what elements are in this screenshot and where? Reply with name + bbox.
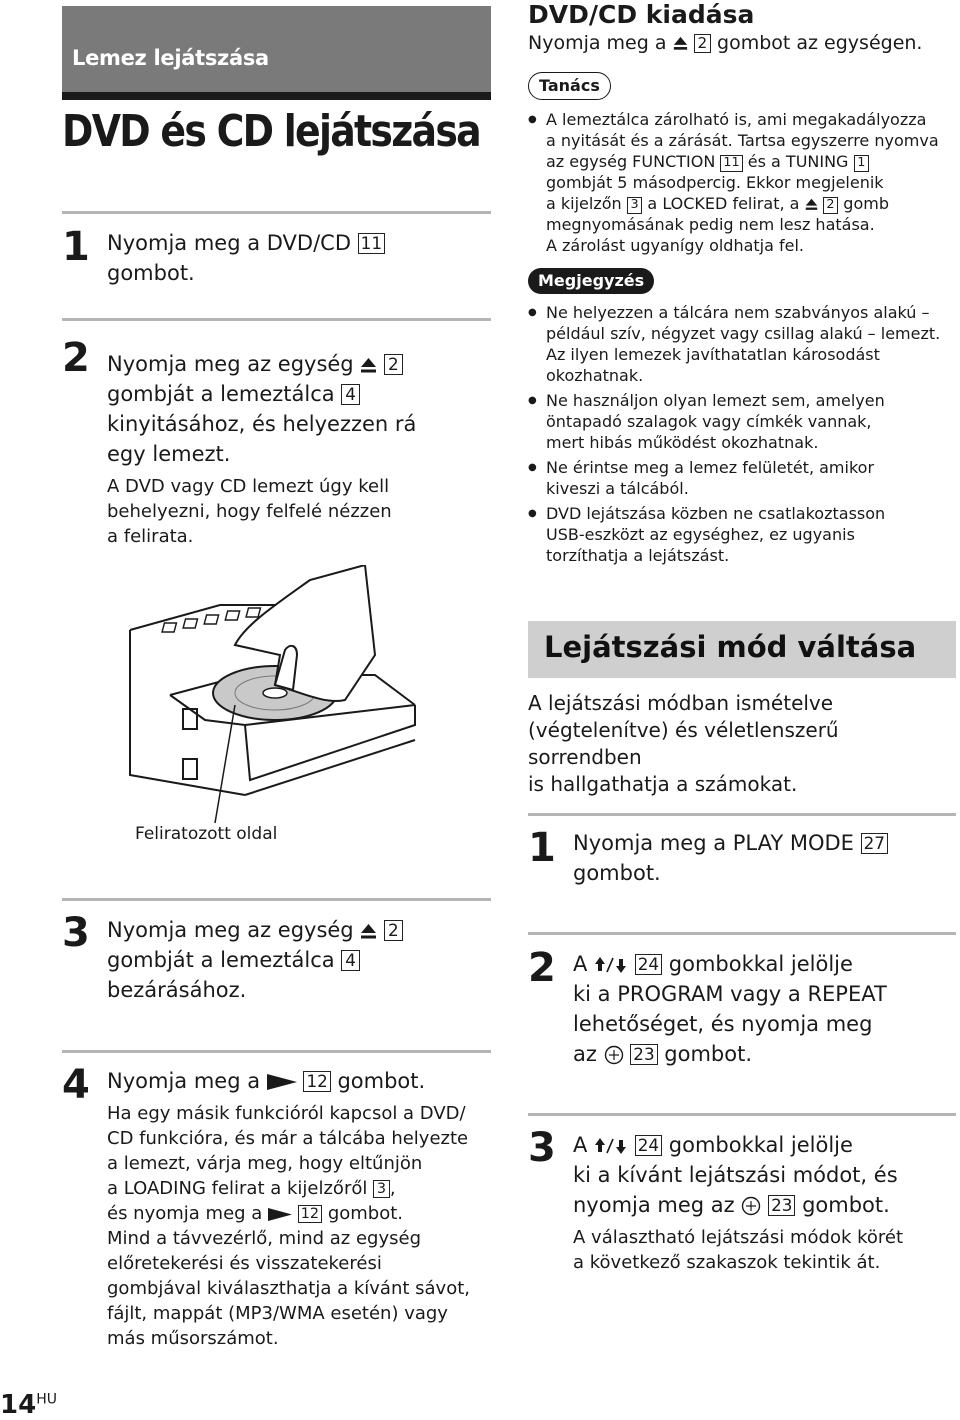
step-text: az	[573, 1042, 604, 1066]
eject-icon	[673, 36, 688, 51]
divider	[528, 932, 956, 935]
playmode-step-3	[573, 1130, 958, 1220]
eject-instruction	[528, 32, 922, 54]
step-3-text	[107, 915, 491, 1005]
sub-line: fájlt, mappát (MP3/WMA esetén) vagy	[107, 1303, 448, 1324]
tip-line: gomb	[838, 194, 889, 213]
section-title: Lejátszási mód váltása	[544, 630, 917, 664]
up-down-arrows-icon	[594, 956, 628, 974]
step-text: gombját a lemeztálca	[107, 382, 342, 406]
note-line: torzíthatja a lejátszást.	[546, 546, 730, 565]
note-line: kiveszi a tálcából.	[546, 479, 689, 498]
step-text: kinyitásához, és helyezzen rá	[107, 412, 417, 436]
list-item	[528, 457, 958, 499]
tip-list	[528, 109, 958, 256]
step-4-subtext	[107, 1101, 491, 1351]
note-badge: Megjegyzés	[528, 268, 654, 294]
sub-line: CD funkcióra, és már a tálcába helyezte	[107, 1128, 469, 1149]
divider	[528, 1113, 956, 1116]
key-label: 2	[823, 197, 839, 214]
play-icon	[267, 1074, 297, 1090]
key-label: 3	[627, 197, 643, 214]
step-text: gombokkal jelölje	[662, 1133, 853, 1157]
step-text: bezárásához.	[107, 978, 247, 1002]
note-line: ● Ne helyezzen a tálcára nem szabványos alakú –	[546, 303, 930, 322]
step-text: gombot.	[657, 1042, 753, 1066]
step-4-text	[107, 1066, 491, 1096]
sub-line: előretekerési és visszatekerési	[107, 1253, 382, 1274]
section-title: DVD/CD kiadása	[528, 0, 755, 29]
step-number: 1	[62, 224, 89, 270]
key-label: 1	[854, 155, 870, 172]
step-text: lehetőséget, és nyomja meg	[573, 1012, 873, 1036]
sub-line: Mind a távvezérlő, mind az egység	[107, 1228, 422, 1249]
step-text: egy lemezt.	[107, 442, 231, 466]
intro-line: A lejátszási módban ismételve	[528, 691, 834, 715]
playmode-step-2	[573, 949, 958, 1069]
step-2-subtext	[107, 474, 491, 549]
note-line: például szív, négyzet vagy csillag alakú – lemezt.	[546, 324, 941, 343]
step-number: 4	[62, 1062, 89, 1108]
eject-icon	[360, 357, 377, 374]
key-label: 4	[341, 950, 360, 971]
sub-line: a LOADING felirat a kijelzőről	[107, 1178, 374, 1199]
sub-line: más műsorszámot.	[107, 1328, 279, 1349]
step-text: gombot.	[107, 261, 195, 285]
step-text: nyomja meg az	[573, 1193, 742, 1217]
step-text: Nyomja meg az egység	[107, 918, 361, 942]
enter-icon	[604, 1045, 624, 1065]
play-icon	[268, 1208, 292, 1221]
step-text: gombját a lemeztálca	[107, 948, 342, 972]
key-label: 11	[720, 155, 742, 172]
step-text: A	[573, 952, 595, 976]
tip-line: A zárolást ugyanígy oldhatja fel.	[546, 236, 805, 255]
note-line: mert hibás működést okozhatnak.	[546, 433, 819, 452]
section-header-bar	[62, 92, 491, 100]
eject-icon	[360, 923, 377, 940]
key-label: 27	[861, 833, 888, 854]
step-text: gombot.	[330, 1069, 426, 1093]
disc-insertion-illustration	[125, 565, 425, 825]
step-number: 2	[62, 335, 89, 381]
tip-line: gombját 5 másodpercig. Ekkor megjelenik	[546, 173, 884, 192]
list-item	[528, 302, 958, 386]
page-title: DVD és CD lejátszása	[62, 106, 480, 157]
step-text: ki a kívánt lejátszási módot, és	[573, 1163, 898, 1187]
key-label: 3	[373, 1180, 390, 1198]
sub-line: A DVD vagy CD lemezt úgy kell	[107, 476, 390, 497]
step-text: gombokkal jelölje	[662, 952, 853, 976]
sub-line: a lemezt, várja meg, hogy eltűnjön	[107, 1153, 423, 1174]
intro-line: (végtelenítve) és véletlenszerű sorrendben	[528, 718, 839, 769]
tip-line: a nyitását és a zárását. Tartsa egyszerre nyomva	[546, 131, 939, 150]
page-language: HU	[36, 1391, 57, 1408]
step-text: Nyomja meg a DVD/CD	[107, 231, 358, 255]
playmode-step-1	[573, 828, 958, 888]
list-item	[528, 503, 958, 566]
intro-line: is hallgathatja a számokat.	[528, 772, 798, 796]
sub-line: gombjával kiválaszthatja a kívánt sávot,	[107, 1278, 471, 1299]
divider	[62, 211, 491, 214]
step-number: 1	[528, 825, 555, 871]
divider	[62, 898, 491, 901]
note-line: öntapadó szalagok vagy címkék vannak,	[546, 412, 872, 431]
tip-badge: Tanács	[528, 72, 611, 100]
key-label: 2	[384, 354, 403, 375]
instruction-text: gombot az egységen.	[710, 32, 923, 54]
step-2-text	[107, 349, 491, 469]
tip-line: a kijelzőn	[546, 194, 627, 213]
key-label: 12	[298, 1205, 322, 1223]
note-line: ● Ne használjon olyan lemezt sem, amelyen	[546, 391, 885, 410]
sub-line: a felirata.	[107, 526, 194, 547]
sub-line: ,	[389, 1178, 396, 1199]
sub-line: A választható lejátszási módok körét	[573, 1227, 904, 1248]
illustration-caption: Feliratozott oldal	[135, 824, 278, 844]
tip-line: az egység FUNCTION	[546, 152, 721, 171]
key-label: 23	[630, 1044, 657, 1065]
step-text: Nyomja meg a	[107, 1069, 267, 1093]
key-label: 23	[768, 1195, 795, 1216]
page-number	[0, 1390, 57, 1420]
sub-line: a következő szakaszok tekintik át.	[573, 1252, 881, 1273]
step-text: gombot.	[573, 861, 661, 885]
key-label: 2	[384, 920, 403, 941]
step-text: Nyomja meg a PLAY MODE	[573, 831, 861, 855]
eject-icon	[805, 198, 818, 211]
instruction-text: Nyomja meg a	[528, 32, 673, 54]
key-label: 4	[341, 384, 360, 405]
key-label: 2	[694, 34, 711, 53]
note-line: USB-eszközt az egységhez, ez ugyanis	[546, 525, 855, 544]
divider	[62, 318, 491, 321]
step-text: Nyomja meg az egység	[107, 352, 361, 376]
step-number: 2	[528, 945, 555, 991]
note-line: ● Ne érintse meg a lemez felületét, amikor	[546, 458, 875, 477]
key-label: 24	[635, 1135, 662, 1156]
step-number: 3	[62, 910, 89, 956]
note-line: ● DVD lejátszása közben ne csatlakoztasson	[546, 504, 886, 523]
divider	[528, 813, 956, 816]
tip-line: a LOCKED felirat, a	[642, 194, 805, 213]
step-number: 3	[528, 1125, 555, 1171]
tip-line: megnyomásának pedig nem lesz hatása.	[546, 215, 875, 234]
note-line: Az ilyen lemezek javíthatatlan károsodást	[546, 345, 880, 364]
sub-line: és nyomja meg a	[107, 1203, 269, 1224]
playmode-step-3-subtext	[573, 1225, 958, 1275]
list-item	[528, 109, 958, 256]
tip-line: ● A lemeztálca zárolható is, ami megakadályozza	[546, 110, 927, 129]
key-label: 24	[635, 954, 662, 975]
note-list	[528, 302, 958, 566]
page-number-value: 14	[0, 1390, 37, 1420]
sub-line: gombot.	[322, 1203, 404, 1224]
sub-line: Ha egy másik funkcióról kapcsol a DVD/	[107, 1103, 466, 1124]
sub-line: behelyezni, hogy felfelé nézzen	[107, 501, 392, 522]
enter-icon	[741, 1196, 761, 1216]
key-label: 12	[303, 1071, 330, 1092]
tip-line: és a TUNING	[742, 152, 854, 171]
playmode-intro	[528, 690, 958, 798]
step-text: A	[573, 1133, 595, 1157]
step-text: ki a PROGRAM vagy a REPEAT	[573, 982, 887, 1006]
list-item	[528, 390, 958, 453]
note-line: okozhatnak.	[546, 366, 644, 385]
section-header-label: Lemez lejátszása	[72, 46, 269, 70]
key-label: 11	[358, 233, 385, 254]
step-text: gombot.	[795, 1193, 890, 1217]
step-1-text	[107, 228, 491, 288]
divider	[62, 1050, 491, 1053]
up-down-arrows-icon	[594, 1137, 628, 1155]
